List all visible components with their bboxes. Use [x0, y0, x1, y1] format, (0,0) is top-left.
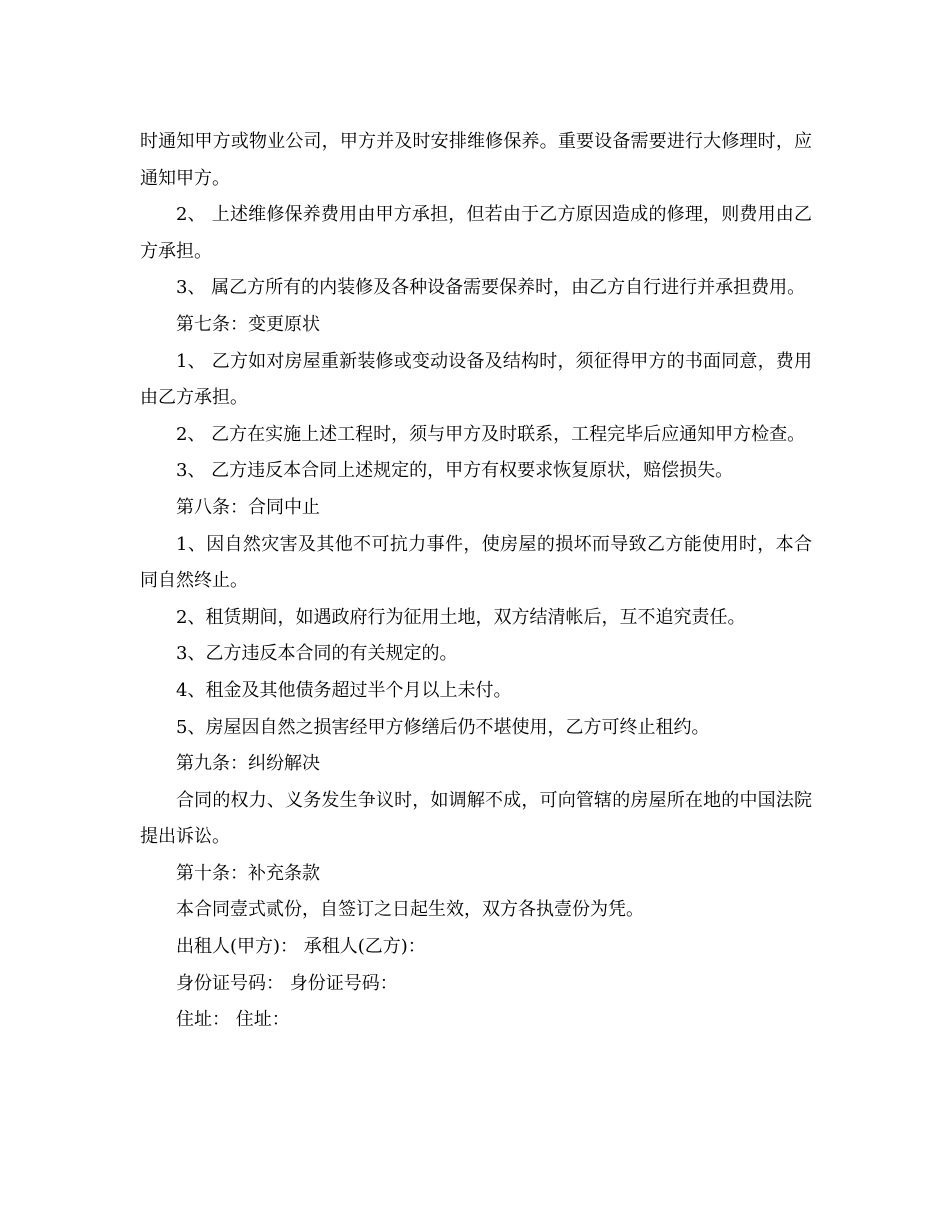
- paragraph-clause-8-4: 4、租金及其他债务超过半个月以上未付。: [176, 679, 512, 701]
- paragraph-clause-8-3: 3、乙方违反本合同的有关规定的。: [176, 643, 458, 665]
- paragraph-clause-6-2: 2、 上述维修保养费用由甲方承担，但若由于乙方原因造成的修理，则费用由乙方承担。: [140, 204, 812, 262]
- document-body: [140, 124, 812, 1039]
- paragraph-clause-8-5: 5、房屋因自然之损害经甲方修缮后仍不堪使用，乙方可终止租约。: [176, 716, 710, 738]
- paragraph-clause-7-3: 3、 乙方违反本合同上述规定的，甲方有权要求恢复原状，赔偿损失。: [176, 460, 734, 482]
- paragraph-clause-8-2: 2、租赁期间，如遇政府行为征用土地，双方结清帐后，互不追究责任。: [176, 606, 746, 628]
- section-heading-article-9: 第九条：纠纷解决: [176, 753, 320, 775]
- signature-line-parties: 出租人(甲方)： 承租人(乙方)：: [176, 936, 426, 958]
- paragraph-clause-8-1: 1、因自然灾害及其他不可抗力事件，使房屋的损坏而导致乙方能使用时，本合同自然终止。: [140, 533, 812, 592]
- section-heading-article-8: 第八条：合同中止: [176, 496, 320, 518]
- paragraph-clause-7-2: 2、 乙方在实施上述工程时，须与甲方及时联系，工程完毕后应通知甲方检查。: [176, 423, 806, 445]
- paragraph-clause-7-1: 1、 乙方如对房屋重新装修或变动设备及结构时，须征得甲方的书面同意，费用由乙方承担。: [140, 350, 812, 409]
- section-heading-article-10: 第十条：补充条款: [176, 862, 320, 884]
- signature-line-addresses: 住址： 住址：: [176, 1009, 290, 1031]
- paragraph-copies-effective: 本合同壹式贰份，自签订之日起生效，双方各执壹份为凭。: [176, 899, 644, 921]
- paragraph-clause-6-3: 3、 属乙方所有的内装修及各种设备需要保养时，由乙方自行进行并承担费用。: [176, 277, 806, 299]
- signature-line-id-numbers: 身份证号码： 身份证号码：: [176, 972, 398, 994]
- paragraph-maintenance-notice: 时通知甲方或物业公司，甲方并及时安排维修保养。重要设备需要进行大修理时，应通知甲方。: [140, 131, 812, 189]
- section-heading-article-7: 第七条：变更原状: [176, 313, 320, 335]
- paragraph-dispute-resolution: 合同的权力、义务发生争议时，如调解不成，可向管辖的房屋所在地的中国法院提出诉讼。: [140, 789, 812, 848]
